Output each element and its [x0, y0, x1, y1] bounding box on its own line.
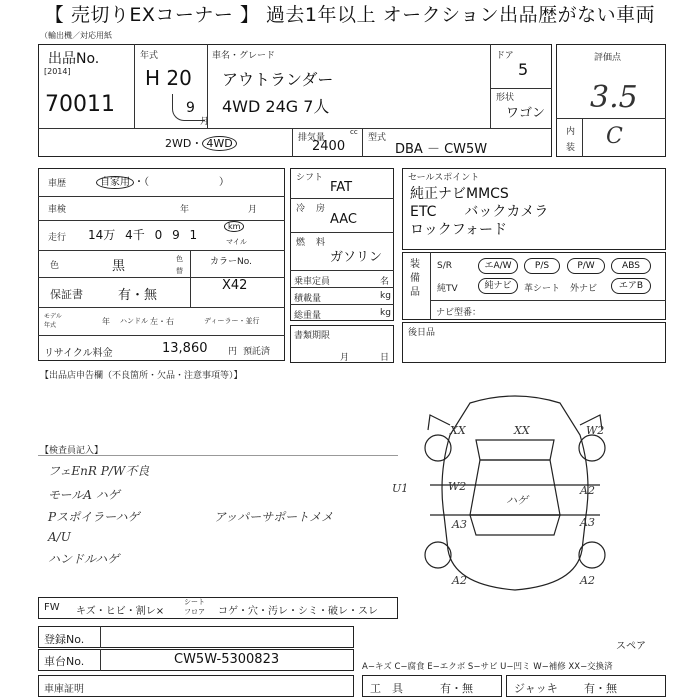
- lot-year-badge: [2014]: [44, 67, 71, 76]
- registration-label: 登録No.: [44, 633, 85, 646]
- inspector-right-note: アッパーサポートメメ: [214, 510, 334, 524]
- color-sub-2: 替: [176, 267, 183, 275]
- weight-label: 総重量: [294, 311, 322, 321]
- equip-power-window: P/W: [567, 258, 605, 274]
- displacement-label: 排気量: [298, 133, 326, 143]
- diagram-mark-1: XX: [450, 424, 466, 437]
- equip-leather: 革シート: [524, 284, 561, 294]
- mileage-sen: 4: [125, 228, 133, 242]
- post-date-block: [402, 322, 666, 363]
- year-value: 20: [166, 66, 192, 90]
- score-label: 評価点: [594, 53, 622, 63]
- history-label: 車歴: [48, 179, 67, 189]
- seat-label-1: シート: [184, 598, 205, 606]
- inspector-note-1: フェEnR P/W不良: [48, 464, 150, 478]
- sales-line-1: 純正ナビMMCS: [410, 186, 509, 202]
- color-no-value: X42: [222, 278, 248, 293]
- interior-label-2: 装: [566, 143, 576, 153]
- recycle-label: リサイクル料金: [44, 348, 113, 359]
- equip-abs: ABS: [611, 258, 651, 274]
- equip-navi: 純ナビ: [478, 278, 518, 294]
- mileage-mile: マイル: [226, 238, 247, 246]
- wheel-rear-left: [425, 542, 451, 568]
- history-value: 自家用: [96, 176, 134, 189]
- cert-row: [38, 675, 354, 697]
- chassis-value: CW5W-5300823: [174, 652, 280, 667]
- car-windshield: [476, 440, 554, 460]
- interior-value: C: [606, 124, 623, 149]
- diagram-mark-7: A3: [580, 516, 595, 529]
- ac-label-2: 房: [316, 204, 326, 214]
- model-code-label: 型式: [368, 133, 387, 143]
- registration-row: [38, 626, 354, 648]
- expiry-label: 書類期限: [294, 331, 331, 341]
- jack-label: ジャッキ: [514, 682, 558, 695]
- mileage-digit-1: 0: [154, 228, 163, 242]
- expiry-day: 日: [380, 353, 390, 363]
- score-value: 3.5: [590, 80, 638, 115]
- sales-line-2: ETC バックカメラ: [410, 204, 549, 220]
- capacity-unit: 名: [380, 277, 390, 287]
- shift-value: FAT: [330, 180, 353, 195]
- doors-label: ドア: [496, 51, 514, 61]
- equip-airbag: エアB: [611, 278, 651, 294]
- seat-label-2: フロア: [184, 608, 205, 616]
- equip-alloy-wheel: エA/W: [478, 258, 518, 274]
- diagram-mark-9: A2: [580, 574, 595, 587]
- handle-label-1: モデル: [44, 313, 62, 320]
- tools-value: 有・無: [440, 682, 473, 695]
- diagram-mark-3: W2: [586, 424, 605, 437]
- lot-number: 70011: [45, 92, 115, 117]
- fuel-label-2: 料: [316, 238, 326, 248]
- notes-label: 【出品店申告欄（不良箇所・欠品・注意事項等）】: [40, 371, 243, 381]
- inspector-note-4: A/U: [48, 530, 71, 544]
- year-month-unit: 月: [200, 117, 210, 127]
- recycle-note: 預託済: [243, 347, 271, 357]
- recycle-unit: 円: [228, 347, 238, 357]
- chassis-label: 車台No.: [44, 655, 85, 668]
- diagram-mark-2: XX: [514, 424, 530, 437]
- equip-label: 装備品: [410, 259, 420, 298]
- handle-label: ハンドル: [120, 317, 148, 325]
- equip-tv: 純TV: [437, 284, 458, 294]
- color-label: 色: [50, 261, 60, 271]
- displacement-unit: cc: [350, 128, 358, 136]
- handle-label-2: 年式: [44, 322, 57, 329]
- fuel-label-1: 燃: [296, 238, 306, 248]
- diagram-mark-5: A2: [580, 484, 595, 497]
- fw-label: FW: [44, 602, 60, 613]
- diagram-mark-10: ハゲ: [506, 494, 528, 507]
- inspector-note-5: ハンドルハゲ: [48, 552, 120, 566]
- handle-year: 年: [102, 317, 110, 326]
- mileage-digit-3: 1: [189, 228, 198, 242]
- year-month: 9: [186, 100, 195, 116]
- mileage-man: 14: [88, 228, 104, 242]
- capacity-label: 乗車定員: [294, 277, 331, 287]
- inspector-note-3: Pスポイラーハゲ: [48, 510, 140, 524]
- spare-label: スペア: [616, 641, 646, 652]
- top-note: （輸出機／対応用紙: [40, 31, 112, 40]
- fuel-value: ガソリン: [330, 250, 383, 265]
- inspection-month-unit: 月: [248, 205, 258, 215]
- equip-ext-navi: 外ナビ: [570, 284, 598, 294]
- load-unit: kg: [380, 291, 391, 301]
- car-rear-window: [470, 515, 560, 535]
- color-value: 黒: [112, 259, 126, 274]
- banner-title: 【 売切りEXコーナー 】 過去1年以上 オークション出品歴がない車両: [44, 4, 656, 26]
- equip-navi-model-label: ナビ型番：: [436, 308, 482, 318]
- drive-4wd: 4WD: [202, 136, 236, 151]
- interior-label-1: 内: [566, 127, 576, 137]
- warranty-label: 保証書: [50, 288, 83, 301]
- inspection-label: 車検: [48, 205, 67, 215]
- jack-value: 有・無: [584, 682, 617, 695]
- handle-value: 左・右: [150, 317, 174, 326]
- inspection-year-unit: 年: [180, 205, 190, 215]
- load-label: 積載量: [294, 294, 322, 304]
- expiry-month: 月: [340, 353, 350, 363]
- equip-sr: S/R: [437, 261, 452, 271]
- mileage-digit-2: 9: [172, 228, 180, 242]
- mileage-label: 走行: [48, 233, 67, 243]
- tools-label: 工 具: [370, 682, 403, 695]
- diagram-mark-4: W2: [448, 480, 467, 493]
- displacement-value: 2400: [312, 139, 346, 154]
- model-label: 車名・グレード: [212, 51, 276, 61]
- inspector-note-2: モールA ハゲ: [48, 488, 120, 502]
- model-grade: 4WD 24G 7人: [222, 97, 330, 116]
- shift-label: シフト: [296, 173, 324, 183]
- sales-label: セールスポイント: [408, 173, 480, 183]
- mileage-km: km: [224, 221, 244, 232]
- mirror-left: [428, 415, 450, 430]
- model-name: アウトランダー: [222, 70, 334, 89]
- dealer-label: ディーラー・並行: [204, 317, 260, 325]
- warranty-value: 有・無: [118, 288, 158, 303]
- seat-items: コゲ・穴・汚レ・シミ・破レ・スレ: [218, 606, 378, 617]
- cert-label: 車庫証明: [44, 684, 84, 695]
- recycle-value: 13,860: [162, 341, 208, 356]
- year-era: H: [145, 66, 161, 90]
- equip-power-steering: P/S: [524, 258, 560, 274]
- drive-2wd: 2WD: [165, 137, 192, 150]
- post-date-label: 後日品: [408, 328, 436, 338]
- wheel-rear-right: [579, 542, 605, 568]
- fw-items: キズ・ヒビ・割レ×: [76, 606, 165, 617]
- year-label: 年式: [140, 51, 159, 61]
- body-shape-value: ワゴン: [506, 106, 546, 121]
- sales-line-3: ロックフォード: [410, 222, 508, 238]
- color-sub-1: 色: [176, 255, 183, 263]
- damage-legend: A−キズ C−腐食 E−エクボ S−サビ U−凹ミ W−補修 XX−交換済: [362, 662, 613, 672]
- model-code-value: DBA － CW5W: [395, 142, 488, 157]
- diagram-mark-6: A3: [452, 518, 467, 531]
- body-shape-label: 形状: [496, 93, 515, 103]
- color-no-label: カラーNo.: [210, 257, 252, 267]
- doors-value: 5: [518, 60, 529, 79]
- lot-label: 出品No.: [48, 51, 100, 67]
- ac-value: AAC: [330, 212, 357, 227]
- weight-unit: kg: [380, 308, 391, 318]
- ac-label-1: 冷: [296, 204, 306, 214]
- diagram-mark-11: U1: [392, 482, 409, 495]
- inspector-label: 【検査員記入】: [40, 446, 104, 456]
- diagram-mark-8: A2: [452, 574, 467, 587]
